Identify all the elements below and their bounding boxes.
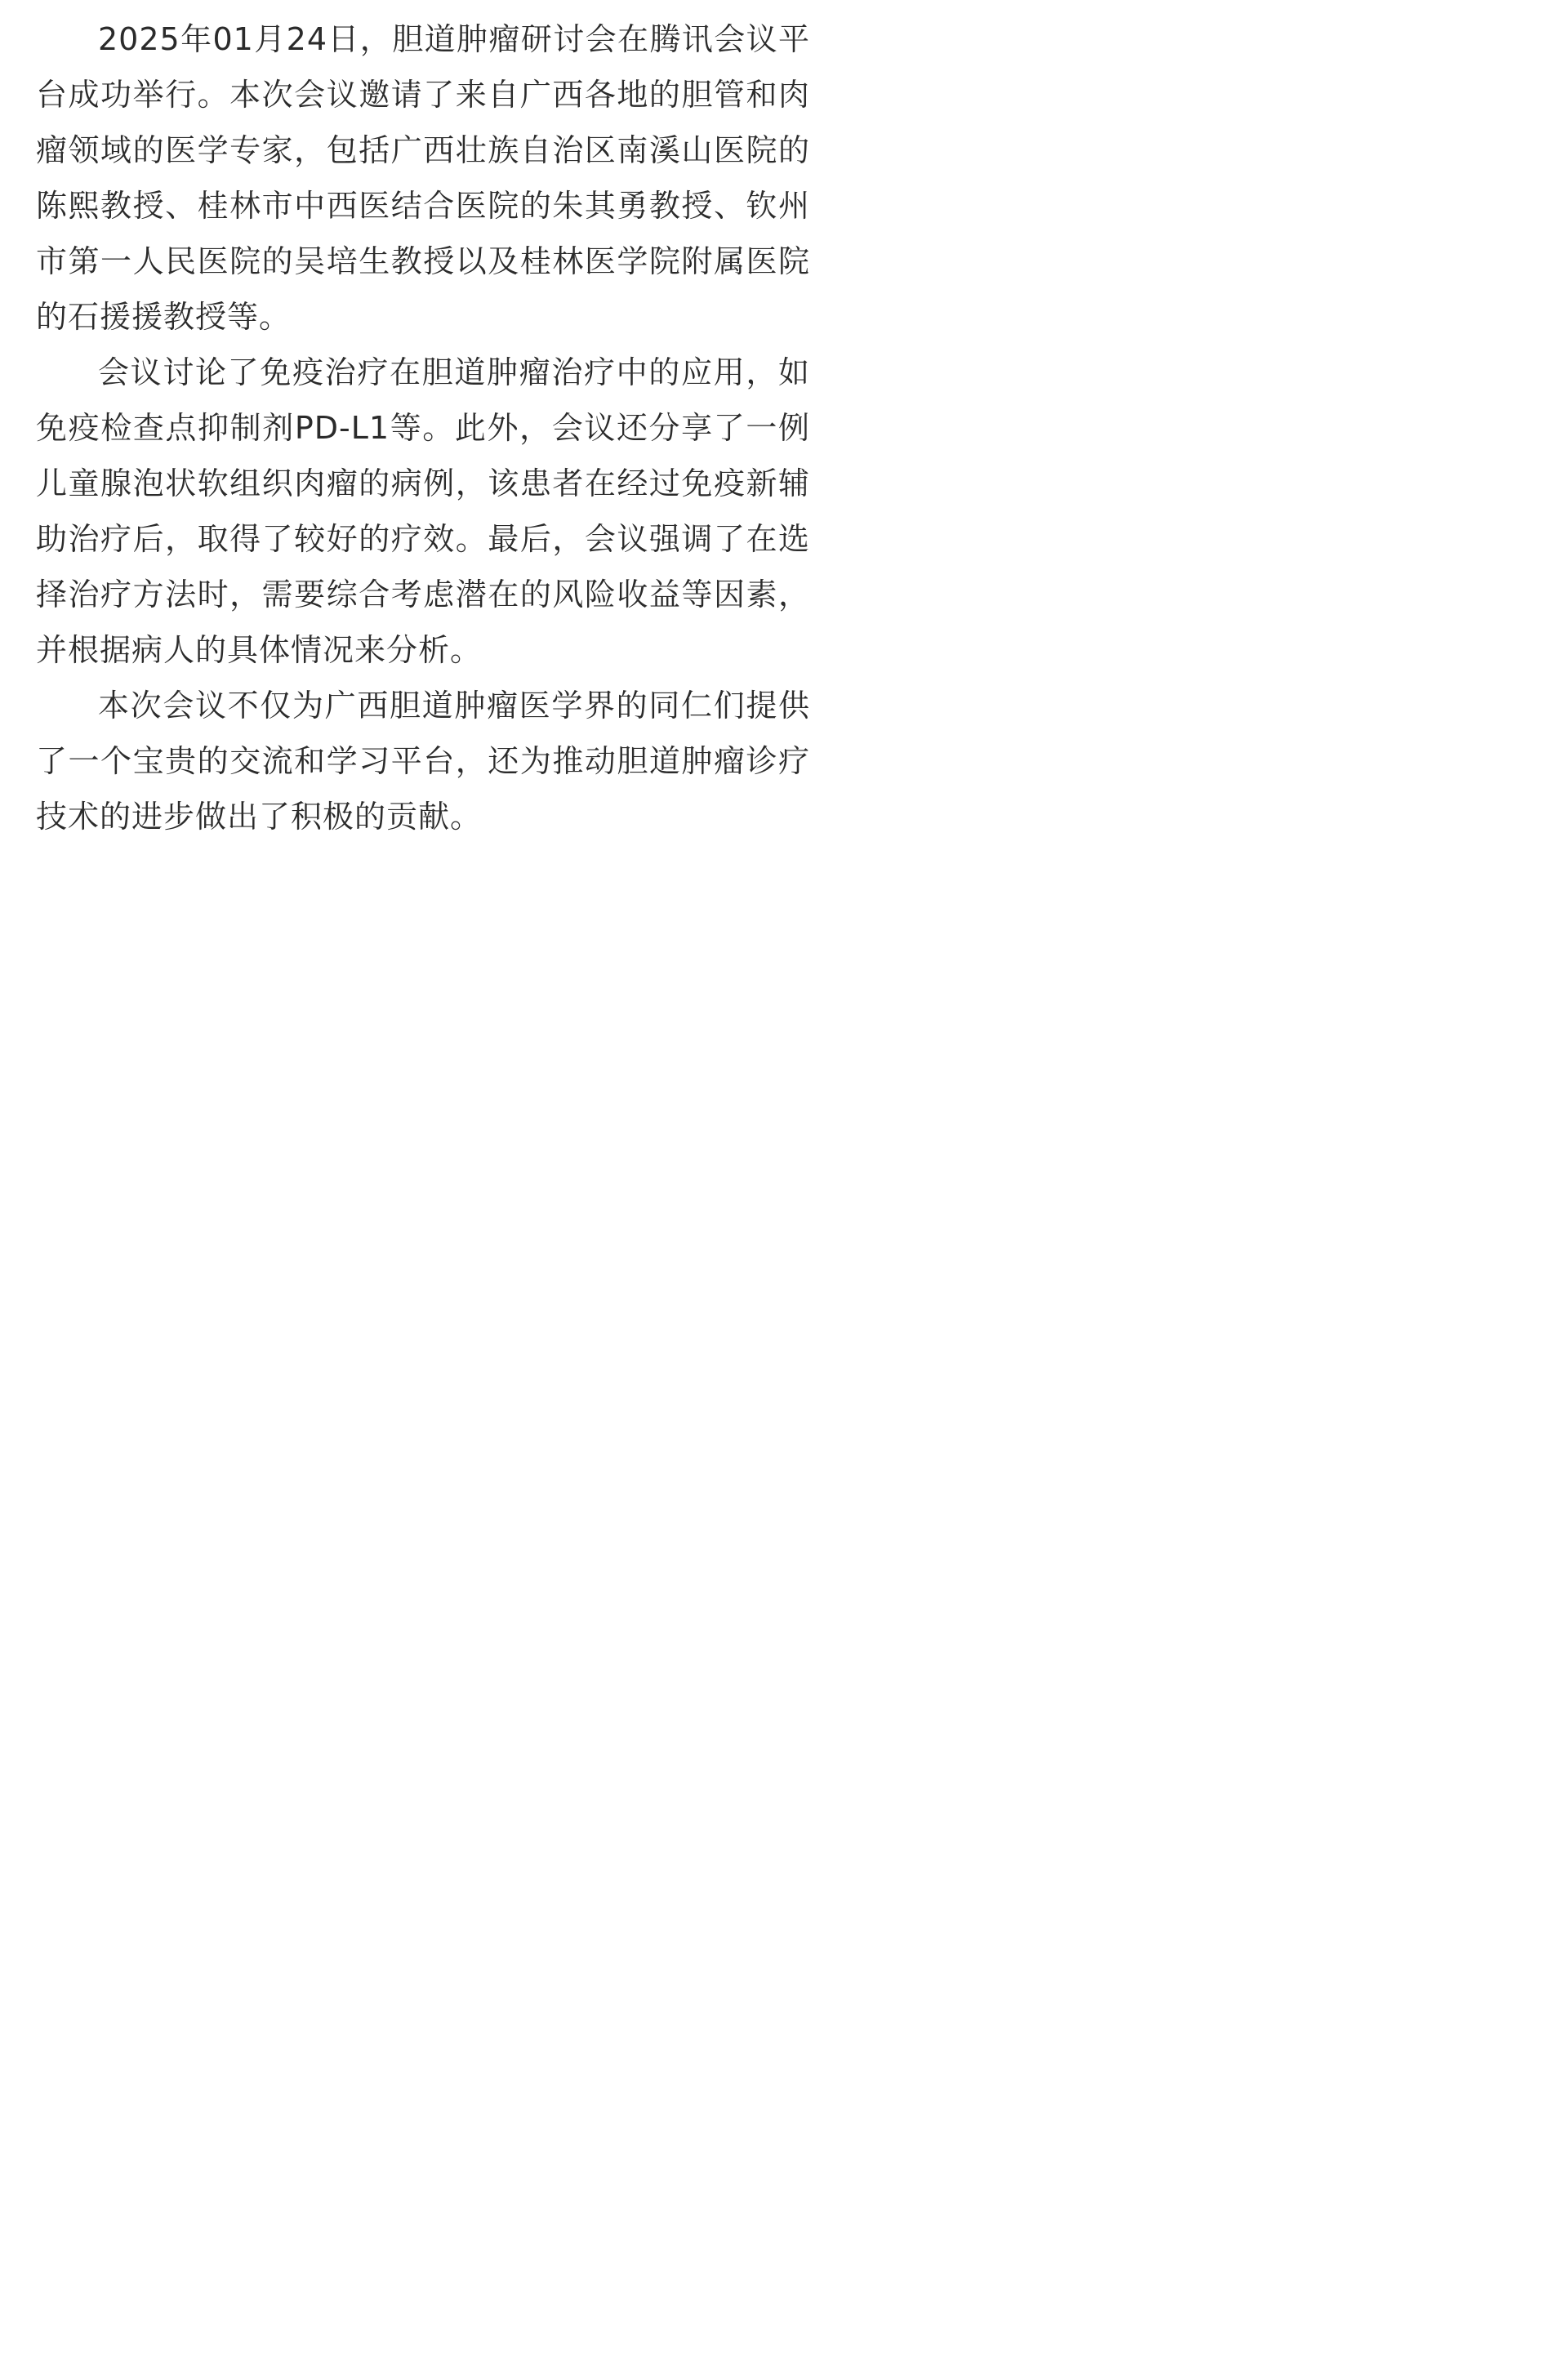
article-body — [36, 11, 810, 844]
paragraph-meeting-conclusion: 本次会议不仅为广西胆道肿瘤医学界的同仁们提供了一个宝贵的交流和学习平台，还为推动胆道肿瘤诊疗技术的进步做出了积极的贡献。 — [36, 688, 810, 835]
paragraph-meeting-discussion: 会议讨论了免疫治疗在胆道肿瘤治疗中的应用，如免疫检查点抑制剂PD-L1等。此外，会议还分享了一例儿童腺泡状软组织肉瘤的病例，该患者在经过免疫新辅助治疗后，取得了较好的疗效。最后，会议强调了在选择治疗方法时，需要综合考虑潜在的风险收益等因素，并根据病人的具体情况来分析。 — [36, 354, 810, 668]
paragraph-meeting-intro: 2025年01月24日，胆道肿瘤研讨会在腾讯会议平台成功举行。本次会议邀请了来自广西各地的胆管和肉瘤领域的医学专家，包括广西壮族自治区南溪山医院的陈熙教授、桂林市中西医结合医院的朱其勇教授、钦州市第一人民医院的吴培生教授以及桂林医学院附属医院的石援援教授等。 — [36, 21, 810, 335]
